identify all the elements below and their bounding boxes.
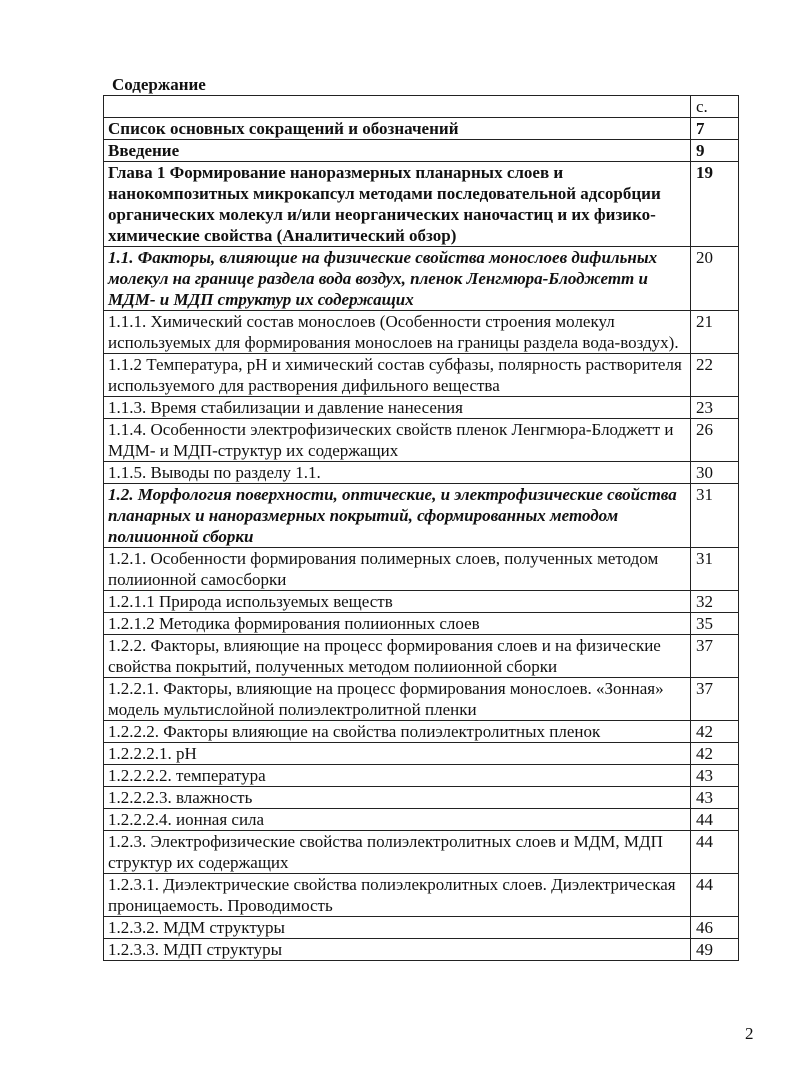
- toc-entry-title: 1.2.3.2. МДМ структуры: [104, 917, 691, 939]
- toc-entry: [104, 613, 739, 635]
- toc-header-row: [104, 96, 739, 118]
- toc-entry-page: 44: [691, 831, 739, 874]
- toc-entry: [104, 162, 739, 247]
- toc-entry-title: 1.2.1.2 Методика формирования полиионных слоев: [104, 613, 691, 635]
- toc-entry-page: 26: [691, 419, 739, 462]
- toc-entry-title: 1.2.2.2.2. температура: [104, 765, 691, 787]
- toc-entry: [104, 484, 739, 548]
- toc-entry-title: 1.2.2. Факторы, влияющие на процесс формирования слоев и на физические свойства покрытий, полученных методом полиионной сборки: [104, 635, 691, 678]
- toc-entry-page: 42: [691, 721, 739, 743]
- toc-entry-page: 44: [691, 874, 739, 917]
- toc-entry-title: 1.2.2.1. Факторы, влияющие на процесс формирования монослоев. «Зонная» модель мультислойной полиэлектролитной пленки: [104, 678, 691, 721]
- toc-entry: [104, 548, 739, 591]
- toc-entry-title: Введение: [104, 140, 691, 162]
- toc-entry: [104, 311, 739, 354]
- page-title: Содержание: [112, 75, 206, 94]
- toc-entry-page: 20: [691, 247, 739, 311]
- toc-entry: [104, 917, 739, 939]
- toc-entry-title: Глава 1 Формирование наноразмерных планарных слоев и нанокомпозитных микрокапсул методами последовательной адсорбции органических молекул и/или неорганических наночастиц и их физико-химические свойства (Аналитический обзор): [104, 162, 691, 247]
- toc-entry-title: 1.2.3.1. Диэлектрические свойства полиэлекролитных слоев. Диэлектрическая проницаемость. Проводимость: [104, 874, 691, 917]
- toc-entry-page: 21: [691, 311, 739, 354]
- toc-entry: [104, 118, 739, 140]
- toc-entry-page: 22: [691, 354, 739, 397]
- toc-entry: [104, 462, 739, 484]
- toc-entry-page: 31: [691, 484, 739, 548]
- toc-header-empty: [104, 96, 691, 118]
- toc-entry-page: 49: [691, 939, 739, 961]
- toc-entry: [104, 419, 739, 462]
- toc-entry-title: 1.1.4. Особенности электрофизических свойств пленок Ленгмюра-Блоджетт и МДМ- и МДП-структур их содержащих: [104, 419, 691, 462]
- toc-entry-title: 1.1. Факторы, влияющие на физические свойства монослоев дифильных молекул на границе раздела вода воздух, пленок Ленгмюра-Блоджетт и МДМ- и МДП структур их содержащих: [104, 247, 691, 311]
- toc-entry-title: 1.2.3. Электрофизические свойства полиэлектролитных слоев и МДМ, МДП структур их содержащих: [104, 831, 691, 874]
- toc-entry-title: 1.1.2 Температура, pH и химический состав субфазы, полярность растворителя используемого для растворения дифильного вещества: [104, 354, 691, 397]
- toc-entry-title: 1.2.1.1 Природа используемых веществ: [104, 591, 691, 613]
- toc-entry-title: 1.2.2.2.4. ионная сила: [104, 809, 691, 831]
- toc-entry-title: 1.2.2.2.1. pH: [104, 743, 691, 765]
- toc-entry-page: 43: [691, 787, 739, 809]
- toc-entry-page: 19: [691, 162, 739, 247]
- toc-entry-page: 35: [691, 613, 739, 635]
- toc-entry-page: 31: [691, 548, 739, 591]
- toc-entry: [104, 591, 739, 613]
- toc-entry: [104, 721, 739, 743]
- toc-entry-title: 1.2.2.2.3. влажность: [104, 787, 691, 809]
- toc-entry-page: 30: [691, 462, 739, 484]
- toc-entry-page: 32: [691, 591, 739, 613]
- toc-entry-title: 1.1.3. Время стабилизации и давление нанесения: [104, 397, 691, 419]
- toc-entry: [104, 787, 739, 809]
- toc-entry-title: 1.2.3.3. МДП структуры: [104, 939, 691, 961]
- toc-entry: [104, 247, 739, 311]
- toc-entry-title: 1.2.2.2. Факторы влияющие на свойства полиэлектролитных пленок: [104, 721, 691, 743]
- toc-entry-page: 46: [691, 917, 739, 939]
- toc-entry: [104, 939, 739, 961]
- toc-entry-title: Список основных сокращений и обозначений: [104, 118, 691, 140]
- toc-entry: [104, 874, 739, 917]
- toc-entry: [104, 140, 739, 162]
- toc-entry-page: 44: [691, 809, 739, 831]
- toc-entry-title: 1.1.5. Выводы по разделу 1.1.: [104, 462, 691, 484]
- toc-entry-title: 1.1.1. Химический состав монослоев (Особенности строения молекул используемых для формирования монослоев на границы раздела вода-воздух).: [104, 311, 691, 354]
- toc-entry-page: 42: [691, 743, 739, 765]
- toc-entry: [104, 743, 739, 765]
- toc-entry: [104, 354, 739, 397]
- toc-entry-page: 37: [691, 635, 739, 678]
- toc-entry: [104, 765, 739, 787]
- toc-entry: [104, 635, 739, 678]
- toc-table: [103, 95, 739, 961]
- toc-page-column-header: с.: [691, 96, 739, 118]
- toc-entry-page: 9: [691, 140, 739, 162]
- page-number: 2: [745, 1024, 754, 1043]
- toc-entry: [104, 809, 739, 831]
- toc-entry-page: 7: [691, 118, 739, 140]
- toc-entry: [104, 831, 739, 874]
- toc-entry: [104, 397, 739, 419]
- toc-entry-title: 1.2. Морфология поверхности, оптические, и электрофизические свойства планарных и наноразмерных покрытий, сформированных методом полиионной сборки: [104, 484, 691, 548]
- toc-entry-page: 23: [691, 397, 739, 419]
- toc-entry-title: 1.2.1. Особенности формирования полимерных слоев, полученных методом полиионной самосборки: [104, 548, 691, 591]
- toc-entry-page: 43: [691, 765, 739, 787]
- toc-entry: [104, 678, 739, 721]
- toc-entry-page: 37: [691, 678, 739, 721]
